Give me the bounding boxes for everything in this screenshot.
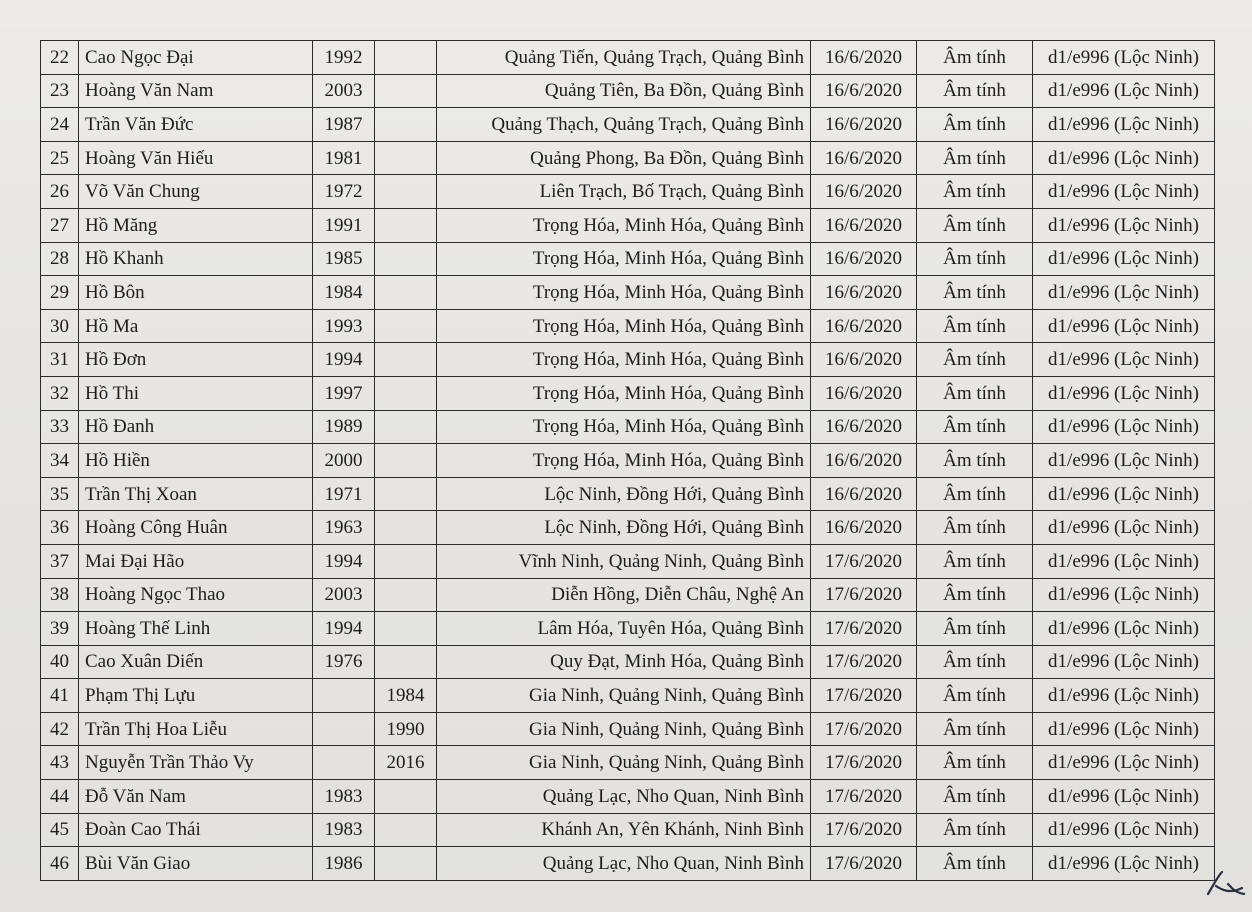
quarantine-location: d1/e996 (Lộc Ninh) bbox=[1033, 612, 1215, 646]
row-number: 22 bbox=[41, 41, 79, 75]
full-name: Hoàng Văn Nam bbox=[79, 74, 313, 108]
address: Quảng Lạc, Nho Quan, Ninh Bình bbox=[437, 780, 811, 814]
birth-year-female bbox=[375, 74, 437, 108]
address: Trọng Hóa, Minh Hóa, Quảng Bình bbox=[437, 343, 811, 377]
sample-date: 16/6/2020 bbox=[811, 410, 917, 444]
row-number: 28 bbox=[41, 242, 79, 276]
test-result: Âm tính bbox=[917, 578, 1033, 612]
birth-year-male: 1963 bbox=[313, 511, 375, 545]
full-name: Hồ Đơn bbox=[79, 343, 313, 377]
sample-date: 17/6/2020 bbox=[811, 578, 917, 612]
row-number: 43 bbox=[41, 746, 79, 780]
birth-year-male: 2003 bbox=[313, 74, 375, 108]
address: Vĩnh Ninh, Quảng Ninh, Quảng Bình bbox=[437, 544, 811, 578]
row-number: 26 bbox=[41, 175, 79, 209]
full-name: Đoàn Cao Thái bbox=[79, 813, 313, 847]
sample-date: 17/6/2020 bbox=[811, 612, 917, 646]
birth-year-female bbox=[375, 242, 437, 276]
quarantine-location: d1/e996 (Lộc Ninh) bbox=[1033, 544, 1215, 578]
birth-year-male: 2003 bbox=[313, 578, 375, 612]
birth-year-female bbox=[375, 343, 437, 377]
quarantine-location: d1/e996 (Lộc Ninh) bbox=[1033, 309, 1215, 343]
test-result: Âm tính bbox=[917, 376, 1033, 410]
full-name: Hoàng Thế Linh bbox=[79, 612, 313, 646]
quarantine-location: d1/e996 (Lộc Ninh) bbox=[1033, 578, 1215, 612]
quarantine-location: d1/e996 (Lộc Ninh) bbox=[1033, 444, 1215, 478]
row-number: 29 bbox=[41, 276, 79, 310]
birth-year-male: 1997 bbox=[313, 376, 375, 410]
quarantine-location: d1/e996 (Lộc Ninh) bbox=[1033, 477, 1215, 511]
quarantine-location: d1/e996 (Lộc Ninh) bbox=[1033, 746, 1215, 780]
birth-year-female bbox=[375, 309, 437, 343]
address: Quy Đạt, Minh Hóa, Quảng Bình bbox=[437, 645, 811, 679]
birth-year-female bbox=[375, 376, 437, 410]
test-result: Âm tính bbox=[917, 746, 1033, 780]
birth-year-female bbox=[375, 410, 437, 444]
quarantine-location: d1/e996 (Lộc Ninh) bbox=[1033, 847, 1215, 881]
quarantine-location: d1/e996 (Lộc Ninh) bbox=[1033, 208, 1215, 242]
test-result: Âm tính bbox=[917, 511, 1033, 545]
table-row bbox=[41, 847, 1215, 881]
test-result: Âm tính bbox=[917, 780, 1033, 814]
full-name: Võ Văn Chung bbox=[79, 175, 313, 209]
address: Quảng Lạc, Nho Quan, Ninh Bình bbox=[437, 847, 811, 881]
row-number: 34 bbox=[41, 444, 79, 478]
table-row bbox=[41, 41, 1215, 75]
birth-year-male: 1993 bbox=[313, 309, 375, 343]
full-name: Hồ Khanh bbox=[79, 242, 313, 276]
quarantine-location: d1/e996 (Lộc Ninh) bbox=[1033, 813, 1215, 847]
birth-year-female bbox=[375, 511, 437, 545]
table-row bbox=[41, 309, 1215, 343]
address: Trọng Hóa, Minh Hóa, Quảng Bình bbox=[437, 276, 811, 310]
birth-year-female bbox=[375, 477, 437, 511]
table-row bbox=[41, 108, 1215, 142]
test-result: Âm tính bbox=[917, 477, 1033, 511]
birth-year-female bbox=[375, 108, 437, 142]
quarantine-location: d1/e996 (Lộc Ninh) bbox=[1033, 108, 1215, 142]
address: Quảng Tiến, Quảng Trạch, Quảng Bình bbox=[437, 41, 811, 75]
full-name: Mai Đại Hão bbox=[79, 544, 313, 578]
sample-date: 16/6/2020 bbox=[811, 208, 917, 242]
address: Lộc Ninh, Đồng Hới, Quảng Bình bbox=[437, 511, 811, 545]
quarantine-location: d1/e996 (Lộc Ninh) bbox=[1033, 343, 1215, 377]
row-number: 32 bbox=[41, 376, 79, 410]
address: Gia Ninh, Quảng Ninh, Quảng Bình bbox=[437, 746, 811, 780]
full-name: Trần Văn Đức bbox=[79, 108, 313, 142]
quarantine-location: d1/e996 (Lộc Ninh) bbox=[1033, 41, 1215, 75]
table-row bbox=[41, 612, 1215, 646]
full-name: Hồ Bôn bbox=[79, 276, 313, 310]
test-result: Âm tính bbox=[917, 108, 1033, 142]
table-row bbox=[41, 343, 1215, 377]
table-row bbox=[41, 376, 1215, 410]
birth-year-female bbox=[375, 41, 437, 75]
address: Quảng Tiên, Ba Đồn, Quảng Bình bbox=[437, 74, 811, 108]
test-result: Âm tính bbox=[917, 410, 1033, 444]
full-name: Hồ Thi bbox=[79, 376, 313, 410]
quarantine-location: d1/e996 (Lộc Ninh) bbox=[1033, 780, 1215, 814]
quarantine-location: d1/e996 (Lộc Ninh) bbox=[1033, 175, 1215, 209]
birth-year-male: 1983 bbox=[313, 780, 375, 814]
birth-year-female bbox=[375, 544, 437, 578]
row-number: 24 bbox=[41, 108, 79, 142]
table-row bbox=[41, 780, 1215, 814]
test-result: Âm tính bbox=[917, 712, 1033, 746]
birth-year-male: 2000 bbox=[313, 444, 375, 478]
sample-date: 16/6/2020 bbox=[811, 309, 917, 343]
address: Trọng Hóa, Minh Hóa, Quảng Bình bbox=[437, 410, 811, 444]
test-result: Âm tính bbox=[917, 847, 1033, 881]
row-number: 36 bbox=[41, 511, 79, 545]
test-result: Âm tính bbox=[917, 645, 1033, 679]
sample-date: 16/6/2020 bbox=[811, 108, 917, 142]
birth-year-male: 1984 bbox=[313, 276, 375, 310]
test-result: Âm tính bbox=[917, 444, 1033, 478]
table-row bbox=[41, 645, 1215, 679]
birth-year-female bbox=[375, 813, 437, 847]
table-row bbox=[41, 746, 1215, 780]
sample-date: 17/6/2020 bbox=[811, 645, 917, 679]
birth-year-female bbox=[375, 141, 437, 175]
birth-year-female bbox=[375, 645, 437, 679]
full-name: Nguyễn Trần Thảo Vy bbox=[79, 746, 313, 780]
row-number: 40 bbox=[41, 645, 79, 679]
row-number: 37 bbox=[41, 544, 79, 578]
birth-year-male: 1986 bbox=[313, 847, 375, 881]
test-result: Âm tính bbox=[917, 276, 1033, 310]
sample-date: 16/6/2020 bbox=[811, 41, 917, 75]
row-number: 30 bbox=[41, 309, 79, 343]
table-row bbox=[41, 477, 1215, 511]
address: Trọng Hóa, Minh Hóa, Quảng Bình bbox=[437, 444, 811, 478]
table-row bbox=[41, 410, 1215, 444]
test-result: Âm tính bbox=[917, 141, 1033, 175]
full-name: Hoàng Văn Hiếu bbox=[79, 141, 313, 175]
birth-year-male: 1981 bbox=[313, 141, 375, 175]
birth-year-male bbox=[313, 746, 375, 780]
quarantine-location: d1/e996 (Lộc Ninh) bbox=[1033, 511, 1215, 545]
row-number: 31 bbox=[41, 343, 79, 377]
quarantine-location: d1/e996 (Lộc Ninh) bbox=[1033, 74, 1215, 108]
full-name: Bùi Văn Giao bbox=[79, 847, 313, 881]
address: Trọng Hóa, Minh Hóa, Quảng Bình bbox=[437, 376, 811, 410]
address: Trọng Hóa, Minh Hóa, Quảng Bình bbox=[437, 208, 811, 242]
address: Liên Trạch, Bố Trạch, Quảng Bình bbox=[437, 175, 811, 209]
full-name: Cao Ngọc Đại bbox=[79, 41, 313, 75]
birth-year-male: 1994 bbox=[313, 612, 375, 646]
address: Quảng Thạch, Quảng Trạch, Quảng Bình bbox=[437, 108, 811, 142]
test-result: Âm tính bbox=[917, 813, 1033, 847]
sample-date: 16/6/2020 bbox=[811, 175, 917, 209]
full-name: Trần Thị Xoan bbox=[79, 477, 313, 511]
birth-year-male: 1994 bbox=[313, 544, 375, 578]
table-row bbox=[41, 544, 1215, 578]
birth-year-female bbox=[375, 208, 437, 242]
row-number: 38 bbox=[41, 578, 79, 612]
quarantine-location: d1/e996 (Lộc Ninh) bbox=[1033, 276, 1215, 310]
row-number: 35 bbox=[41, 477, 79, 511]
sample-date: 17/6/2020 bbox=[811, 679, 917, 713]
full-name: Trần Thị Hoa Liễu bbox=[79, 712, 313, 746]
test-result: Âm tính bbox=[917, 343, 1033, 377]
table-row bbox=[41, 242, 1215, 276]
address: Quảng Phong, Ba Đồn, Quảng Bình bbox=[437, 141, 811, 175]
birth-year-male: 1994 bbox=[313, 343, 375, 377]
birth-year-female: 1990 bbox=[375, 712, 437, 746]
sample-date: 17/6/2020 bbox=[811, 544, 917, 578]
birth-year-female bbox=[375, 175, 437, 209]
test-result: Âm tính bbox=[917, 41, 1033, 75]
quarantine-location: d1/e996 (Lộc Ninh) bbox=[1033, 410, 1215, 444]
quarantine-location: d1/e996 (Lộc Ninh) bbox=[1033, 242, 1215, 276]
row-number: 44 bbox=[41, 780, 79, 814]
row-number: 27 bbox=[41, 208, 79, 242]
sample-date: 16/6/2020 bbox=[811, 242, 917, 276]
sample-date: 16/6/2020 bbox=[811, 444, 917, 478]
table-row bbox=[41, 813, 1215, 847]
sample-date: 16/6/2020 bbox=[811, 74, 917, 108]
quarantine-location: d1/e996 (Lộc Ninh) bbox=[1033, 679, 1215, 713]
full-name: Hoàng Ngọc Thao bbox=[79, 578, 313, 612]
address: Trọng Hóa, Minh Hóa, Quảng Bình bbox=[437, 242, 811, 276]
row-number: 33 bbox=[41, 410, 79, 444]
row-number: 46 bbox=[41, 847, 79, 881]
sample-date: 16/6/2020 bbox=[811, 343, 917, 377]
test-result: Âm tính bbox=[917, 242, 1033, 276]
birth-year-male bbox=[313, 712, 375, 746]
table-row bbox=[41, 141, 1215, 175]
test-result: Âm tính bbox=[917, 679, 1033, 713]
birth-year-male: 1991 bbox=[313, 208, 375, 242]
birth-year-female bbox=[375, 276, 437, 310]
sample-date: 16/6/2020 bbox=[811, 376, 917, 410]
test-results-table bbox=[40, 40, 1215, 881]
test-result: Âm tính bbox=[917, 175, 1033, 209]
handwritten-initial-mark bbox=[1204, 866, 1248, 902]
full-name: Hồ Đanh bbox=[79, 410, 313, 444]
birth-year-male: 1985 bbox=[313, 242, 375, 276]
test-result: Âm tính bbox=[917, 612, 1033, 646]
birth-year-female bbox=[375, 847, 437, 881]
quarantine-location: d1/e996 (Lộc Ninh) bbox=[1033, 645, 1215, 679]
address: Gia Ninh, Quảng Ninh, Quảng Bình bbox=[437, 679, 811, 713]
table-row bbox=[41, 679, 1215, 713]
birth-year-male: 1976 bbox=[313, 645, 375, 679]
sample-date: 17/6/2020 bbox=[811, 780, 917, 814]
row-number: 23 bbox=[41, 74, 79, 108]
full-name: Đỗ Văn Nam bbox=[79, 780, 313, 814]
table-row bbox=[41, 74, 1215, 108]
birth-year-male: 1983 bbox=[313, 813, 375, 847]
full-name: Hồ Măng bbox=[79, 208, 313, 242]
quarantine-location: d1/e996 (Lộc Ninh) bbox=[1033, 712, 1215, 746]
row-number: 39 bbox=[41, 612, 79, 646]
sample-date: 17/6/2020 bbox=[811, 712, 917, 746]
test-result: Âm tính bbox=[917, 74, 1033, 108]
row-number: 41 bbox=[41, 679, 79, 713]
table-row bbox=[41, 208, 1215, 242]
address: Lộc Ninh, Đồng Hới, Quảng Bình bbox=[437, 477, 811, 511]
full-name: Hồ Hiền bbox=[79, 444, 313, 478]
table-body bbox=[41, 41, 1215, 881]
birth-year-female bbox=[375, 780, 437, 814]
birth-year-male: 1989 bbox=[313, 410, 375, 444]
table-row bbox=[41, 511, 1215, 545]
table-row bbox=[41, 444, 1215, 478]
birth-year-male: 1992 bbox=[313, 41, 375, 75]
birth-year-female bbox=[375, 578, 437, 612]
row-number: 45 bbox=[41, 813, 79, 847]
table-row bbox=[41, 276, 1215, 310]
quarantine-location: d1/e996 (Lộc Ninh) bbox=[1033, 376, 1215, 410]
address: Gia Ninh, Quảng Ninh, Quảng Bình bbox=[437, 712, 811, 746]
address: Trọng Hóa, Minh Hóa, Quảng Bình bbox=[437, 309, 811, 343]
birth-year-female bbox=[375, 444, 437, 478]
birth-year-female bbox=[375, 612, 437, 646]
birth-year-male: 1972 bbox=[313, 175, 375, 209]
full-name: Hồ Ma bbox=[79, 309, 313, 343]
address: Diễn Hồng, Diễn Châu, Nghệ An bbox=[437, 578, 811, 612]
sample-date: 16/6/2020 bbox=[811, 511, 917, 545]
table-row bbox=[41, 175, 1215, 209]
test-result: Âm tính bbox=[917, 208, 1033, 242]
sample-date: 17/6/2020 bbox=[811, 746, 917, 780]
full-name: Cao Xuân Diến bbox=[79, 645, 313, 679]
birth-year-male: 1987 bbox=[313, 108, 375, 142]
row-number: 42 bbox=[41, 712, 79, 746]
birth-year-female: 2016 bbox=[375, 746, 437, 780]
row-number: 25 bbox=[41, 141, 79, 175]
table-row bbox=[41, 578, 1215, 612]
full-name: Phạm Thị Lựu bbox=[79, 679, 313, 713]
birth-year-male bbox=[313, 679, 375, 713]
test-result: Âm tính bbox=[917, 309, 1033, 343]
sample-date: 16/6/2020 bbox=[811, 477, 917, 511]
address: Lâm Hóa, Tuyên Hóa, Quảng Bình bbox=[437, 612, 811, 646]
sample-date: 17/6/2020 bbox=[811, 847, 917, 881]
address: Khánh An, Yên Khánh, Ninh Bình bbox=[437, 813, 811, 847]
sample-date: 16/6/2020 bbox=[811, 276, 917, 310]
quarantine-location: d1/e996 (Lộc Ninh) bbox=[1033, 141, 1215, 175]
test-result: Âm tính bbox=[917, 544, 1033, 578]
birth-year-male: 1971 bbox=[313, 477, 375, 511]
sample-date: 16/6/2020 bbox=[811, 141, 917, 175]
full-name: Hoàng Công Huân bbox=[79, 511, 313, 545]
birth-year-female: 1984 bbox=[375, 679, 437, 713]
sample-date: 17/6/2020 bbox=[811, 813, 917, 847]
table-row bbox=[41, 712, 1215, 746]
